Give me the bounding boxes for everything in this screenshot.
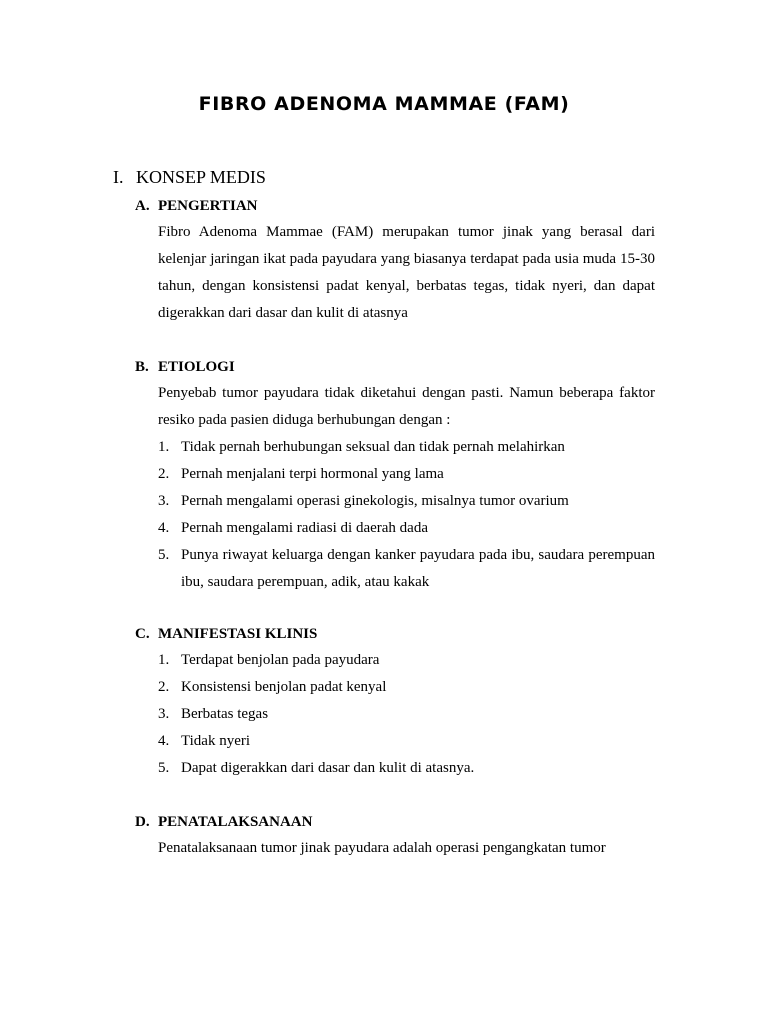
list-item (135, 755, 655, 782)
list-item-text: Berbatas tegas (181, 706, 269, 722)
subsection-letter: D. (135, 814, 150, 830)
manifestasi-list (135, 647, 655, 782)
list-item (135, 515, 655, 542)
subsection-penatalaksanaan (135, 813, 655, 862)
subsection-heading (135, 358, 655, 376)
list-item-number: 5. (158, 547, 170, 563)
list-item-number: 1. (158, 439, 170, 455)
subsection-title: PENATALAKSANAAN (158, 814, 313, 830)
subsection-letter: C. (135, 626, 150, 642)
list-item-number: 1. (158, 652, 170, 668)
subsection-letter: A. (135, 198, 150, 214)
list-item (135, 542, 655, 596)
subsection-letter: B. (135, 359, 149, 375)
list-item-number: 5. (158, 760, 170, 776)
list-item (135, 434, 655, 461)
list-item-text: Pernah menjalani terpi hormonal yang lama (181, 466, 444, 482)
list-item-text: Dapat digerakkan dari dasar dan kulit di atasnya. (181, 760, 475, 776)
subsection-title: PENGERTIAN (158, 198, 258, 214)
subsection-paragraph: Penatalaksanaan tumor jinak payudara adalah operasi pengangkatan tumor (158, 840, 606, 856)
list-item-number: 3. (158, 706, 170, 722)
list-item (135, 488, 655, 515)
list-item (135, 701, 655, 728)
list-item (135, 461, 655, 488)
list-item (135, 728, 655, 755)
subsection-etiologi (135, 358, 655, 596)
subsection-heading (135, 625, 655, 643)
subsection-pengertian (135, 197, 655, 327)
subsection-heading (135, 813, 655, 831)
list-item-number: 3. (158, 493, 170, 509)
list-item-text: Konsistensi benjolan padat kenyal (181, 679, 387, 695)
list-item-text: Punya riwayat keluarga dengan kanker payudara pada ibu, saudara perempuan ibu, saudara perempuan, adik, atau kakak (181, 547, 655, 590)
subsection-paragraph: Fibro Adenoma Mammae (FAM) merupakan tumor jinak yang berasal dari kelenjar jaringan ikat pada payudara yang biasanya terdapat pada usia muda 15-30 tahun, dengan konsistensi padat kenyal, berbatas tegas, tidak nyeri, dan dapat digerakkan dari dasar dan kulit di atasnya (158, 224, 655, 321)
subsection-heading (135, 197, 655, 215)
list-item-number: 4. (158, 733, 170, 749)
list-item (135, 647, 655, 674)
subsection-paragraph: Penyebab tumor payudara tidak diketahui dengan pasti. Namun beberapa faktor resiko pada pasien diduga berhubungan dengan : (158, 385, 655, 428)
section-number: I. (113, 167, 124, 187)
section-title: KONSEP MEDIS (136, 167, 266, 187)
etiologi-list (135, 434, 655, 596)
list-item-text: Tidak nyeri (181, 733, 251, 749)
document-title: FIBRO ADENOMA MAMMAE (FAM) (198, 93, 570, 115)
list-item (135, 674, 655, 701)
list-item-number: 2. (158, 679, 170, 695)
list-item-text: Tidak pernah berhubungan seksual dan tidak pernah melahirkan (181, 439, 565, 455)
list-item-number: 4. (158, 520, 170, 536)
section-heading-konsep-medis (113, 166, 266, 188)
subsection-title: ETIOLOGI (158, 359, 235, 375)
subsection-manifestasi-klinis (135, 625, 655, 782)
subsection-title: MANIFESTASI KLINIS (158, 626, 318, 642)
list-item-number: 2. (158, 466, 170, 482)
list-item-text: Terdapat benjolan pada payudara (181, 652, 380, 668)
list-item-text: Pernah mengalami radiasi di daerah dada (181, 520, 428, 536)
list-item-text: Pernah mengalami operasi ginekologis, misalnya tumor ovarium (181, 493, 569, 509)
